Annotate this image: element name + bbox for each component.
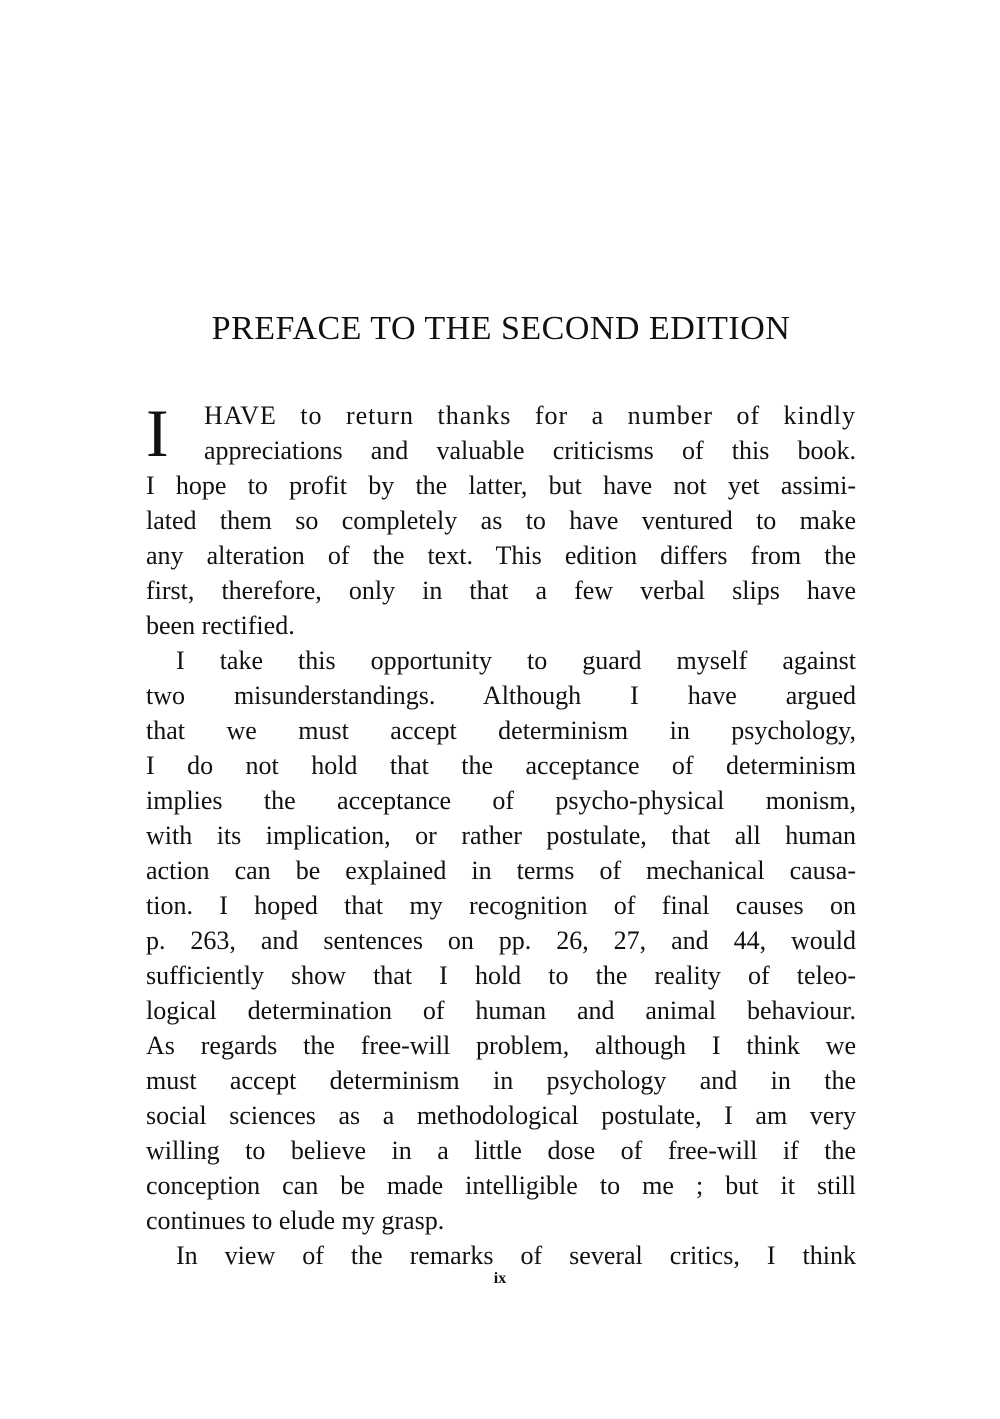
text-line: that we must accept determinism in psychology, — [146, 716, 856, 745]
text-line: social sciences as a methodological postulate, I am very — [146, 1101, 856, 1130]
text-line: As regards the free-will problem, although I think we — [146, 1031, 856, 1060]
page-title: PREFACE TO THE SECOND EDITION — [211, 310, 791, 347]
text-line: any alteration of the text. This edition differs from the — [146, 541, 856, 570]
text-line: action can be explained in terms of mechanical causa- — [146, 856, 856, 885]
text-line: two misunderstandings. Although I have argued — [146, 681, 856, 710]
text-line: must accept determinism in psychology and in the — [146, 1066, 856, 1095]
text-line: been rectified. — [146, 611, 295, 640]
drop-cap: I — [146, 395, 169, 471]
page-number: ix — [493, 1270, 507, 1287]
text-line: first, therefore, only in that a few verbal slips have — [146, 576, 856, 605]
text-line: I hope to profit by the latter, but have not yet assimi- — [146, 471, 856, 500]
paragraph-2 — [146, 643, 856, 1238]
text-line: appreciations and valuable criticisms of this book. — [204, 436, 856, 465]
text-line: HAVE to return thanks for a number of kindly — [204, 401, 856, 430]
paragraph-1 — [146, 395, 856, 643]
text-line: sufficiently show that I hold to the reality of teleo- — [146, 961, 856, 990]
text-line: logical determination of human and animal behaviour. — [146, 996, 856, 1025]
text-line: p. 263, and sentences on pp. 26, 27, and 44, would — [146, 926, 856, 955]
text-line: implies the acceptance of psycho-physical monism, — [146, 786, 856, 815]
text-line: continues to elude my grasp. — [146, 1206, 445, 1235]
text-line: with its implication, or rather postulate, that all human — [146, 821, 856, 850]
text-line: conception can be made intelligible to me ; but it still — [146, 1171, 856, 1200]
text-line: tion. I hoped that my recognition of final causes on — [146, 891, 856, 920]
text-line: I take this opportunity to guard myself against — [176, 646, 856, 675]
text-line: In view of the remarks of several critics, I think — [176, 1241, 856, 1270]
paragraph-3 — [146, 1238, 856, 1273]
preface-text — [146, 395, 856, 1273]
text-line: lated them so completely as to have ventured to make — [146, 506, 856, 535]
text-line: I do not hold that the acceptance of determinism — [146, 751, 856, 780]
text-line: willing to believe in a little dose of free-will if the — [146, 1136, 856, 1165]
